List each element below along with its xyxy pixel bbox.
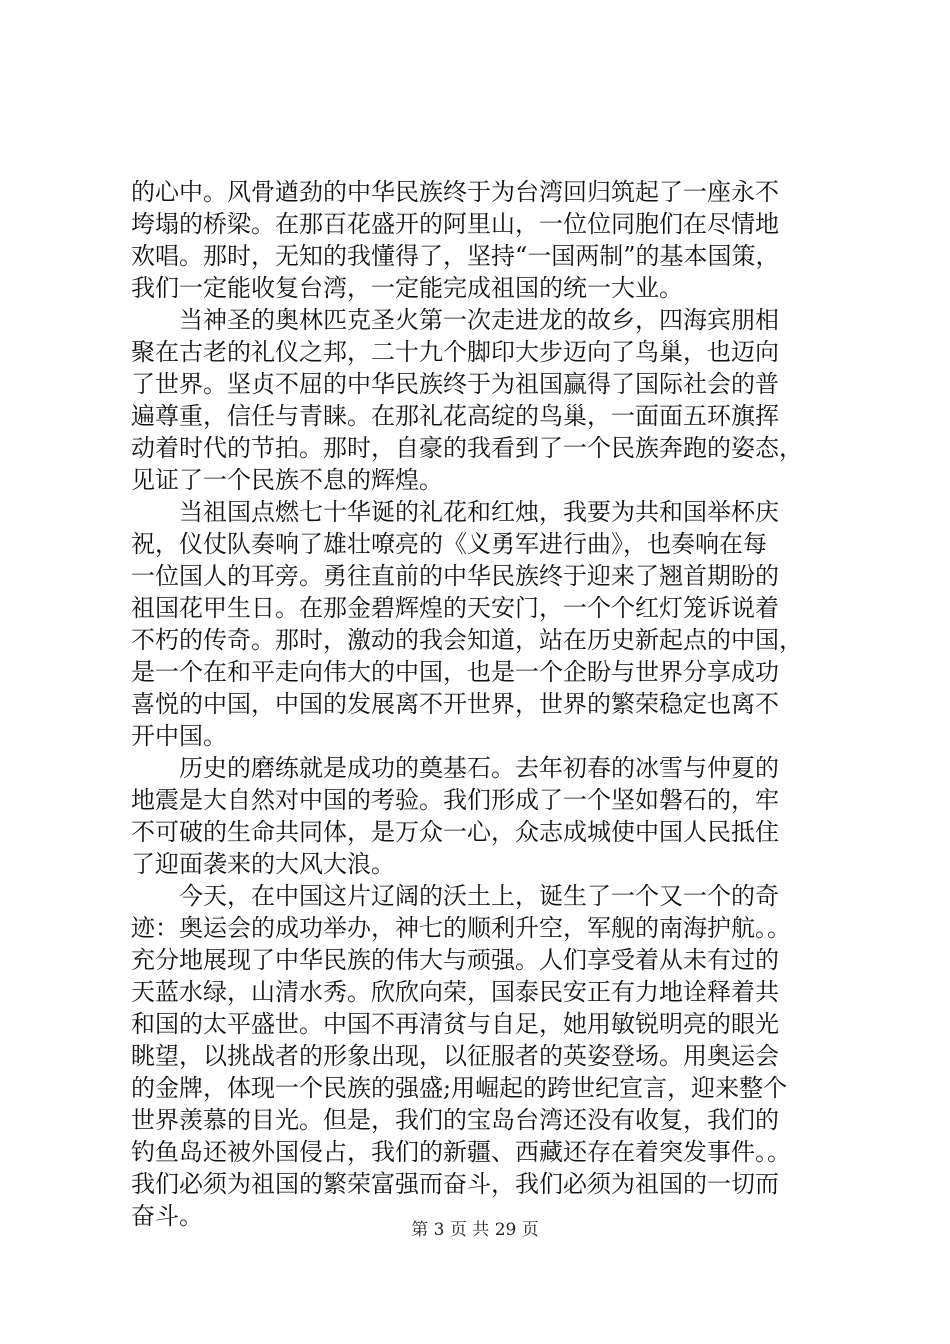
text-line: 地震是大自然对中国的考验。我们形成了一个坚如磐石的，牢	[131, 786, 779, 814]
text-line: 一位国人的耳旁。勇往直前的中华民族终于迎来了翘首期盼的	[131, 562, 779, 590]
text-line: 眺望，以挑战者的形象出现，以征服者的英姿登场。用奥运会	[131, 1042, 779, 1070]
text-line: 垮塌的桥梁。在那百花盛开的阿里山，一位位同胞们在尽情地	[131, 210, 779, 238]
text-line: 祖国花甲生日。在那金碧辉煌的天安门，一个个红灯笼诉说着	[131, 594, 779, 622]
text-line: 当神圣的奥林匹克圣火第一次走进龙的故乡，四海宾朋相	[131, 306, 779, 334]
text-line: 了迎面袭来的大风大浪。	[131, 850, 395, 878]
text-line: 不可破的生命共同体，是万众一心，众志成城使中国人民抵住	[131, 818, 779, 846]
text-line: 遍尊重，信任与青睐。在那礼花高绽的鸟巢，一面面五环旗挥	[131, 402, 779, 430]
text-line: 聚在古老的礼仪之邦，二十九个脚印大步迈向了鸟巢，也迈向	[131, 338, 779, 366]
text-line: 世界羡慕的目光。但是，我们的宝岛台湾还没有收复，我们的	[131, 1106, 779, 1134]
text-line: 是一个在和平走向伟大的中国，也是一个企盼与世界分享成功	[131, 658, 779, 686]
text-line: 喜悦的中国，中国的发展离不开世界，世界的繁荣稳定也离不	[131, 690, 779, 718]
text-line: 开中国。	[131, 722, 227, 750]
text-line: 动着时代的节拍。那时，自豪的我看到了一个民族奔跑的姿态，	[131, 434, 803, 462]
text-line: 充分地展现了中华民族的伟大与顽强。人们享受着从未有过的	[131, 946, 779, 974]
text-line: 今天，在中国这片辽阔的沃土上，诞生了一个又一个的奇	[131, 882, 779, 910]
text-line: 钓鱼岛还被外国侵占，我们的新疆、西藏还存在着突发事件。。	[131, 1138, 791, 1166]
text-line: 当祖国点燃七十华诞的礼花和红烛，我要为共和国举杯庆	[131, 498, 779, 526]
body-text	[131, 176, 831, 1232]
text-line: 奋斗。	[131, 1202, 203, 1230]
text-line: 我们一定能收复台湾，一定能完成祖国的统一大业。	[131, 274, 683, 302]
text-line: 见证了一个民族不息的辉煌。	[131, 466, 443, 494]
text-line: 欢唱。那时，无知的我懂得了，坚持“一国两制”的基本国策，	[131, 242, 780, 270]
text-line: 迹：奥运会的成功举办，神七的顺利升空，军舰的南海护航。。	[131, 914, 791, 942]
text-line: 我们必须为祖国的繁荣富强而奋斗，我们必须为祖国的一切而	[131, 1170, 779, 1198]
text-line: 的心中。风骨遒劲的中华民族终于为台湾回归筑起了一座永不	[131, 178, 779, 206]
text-line: 的金牌，体现一个民族的强盛;用崛起的跨世纪宣言，迎来整个	[131, 1074, 788, 1102]
text-line: 天蓝水绿，山清水秀。欣欣向荣，国泰民安正有力地诠释着共	[131, 978, 779, 1006]
text-line: 和国的太平盛世。中国不再清贫与自足，她用敏锐明亮的眼光	[131, 1010, 779, 1038]
text-line: 了世界。坚贞不屈的中华民族终于为祖国赢得了国际社会的普	[131, 370, 779, 398]
page-footer: 第 3 页 共 29 页	[411, 1220, 539, 1240]
text-line: 不朽的传奇。那时，激动的我会知道，站在历史新起点的中国，	[131, 626, 803, 654]
text-line: 祝，仪仗队奏响了雄壮嘹亮的《义勇军进行曲》，也奏响在每	[131, 530, 767, 558]
text-line: 历史的磨练就是成功的奠基石。去年初春的冰雪与仲夏的	[131, 754, 779, 782]
